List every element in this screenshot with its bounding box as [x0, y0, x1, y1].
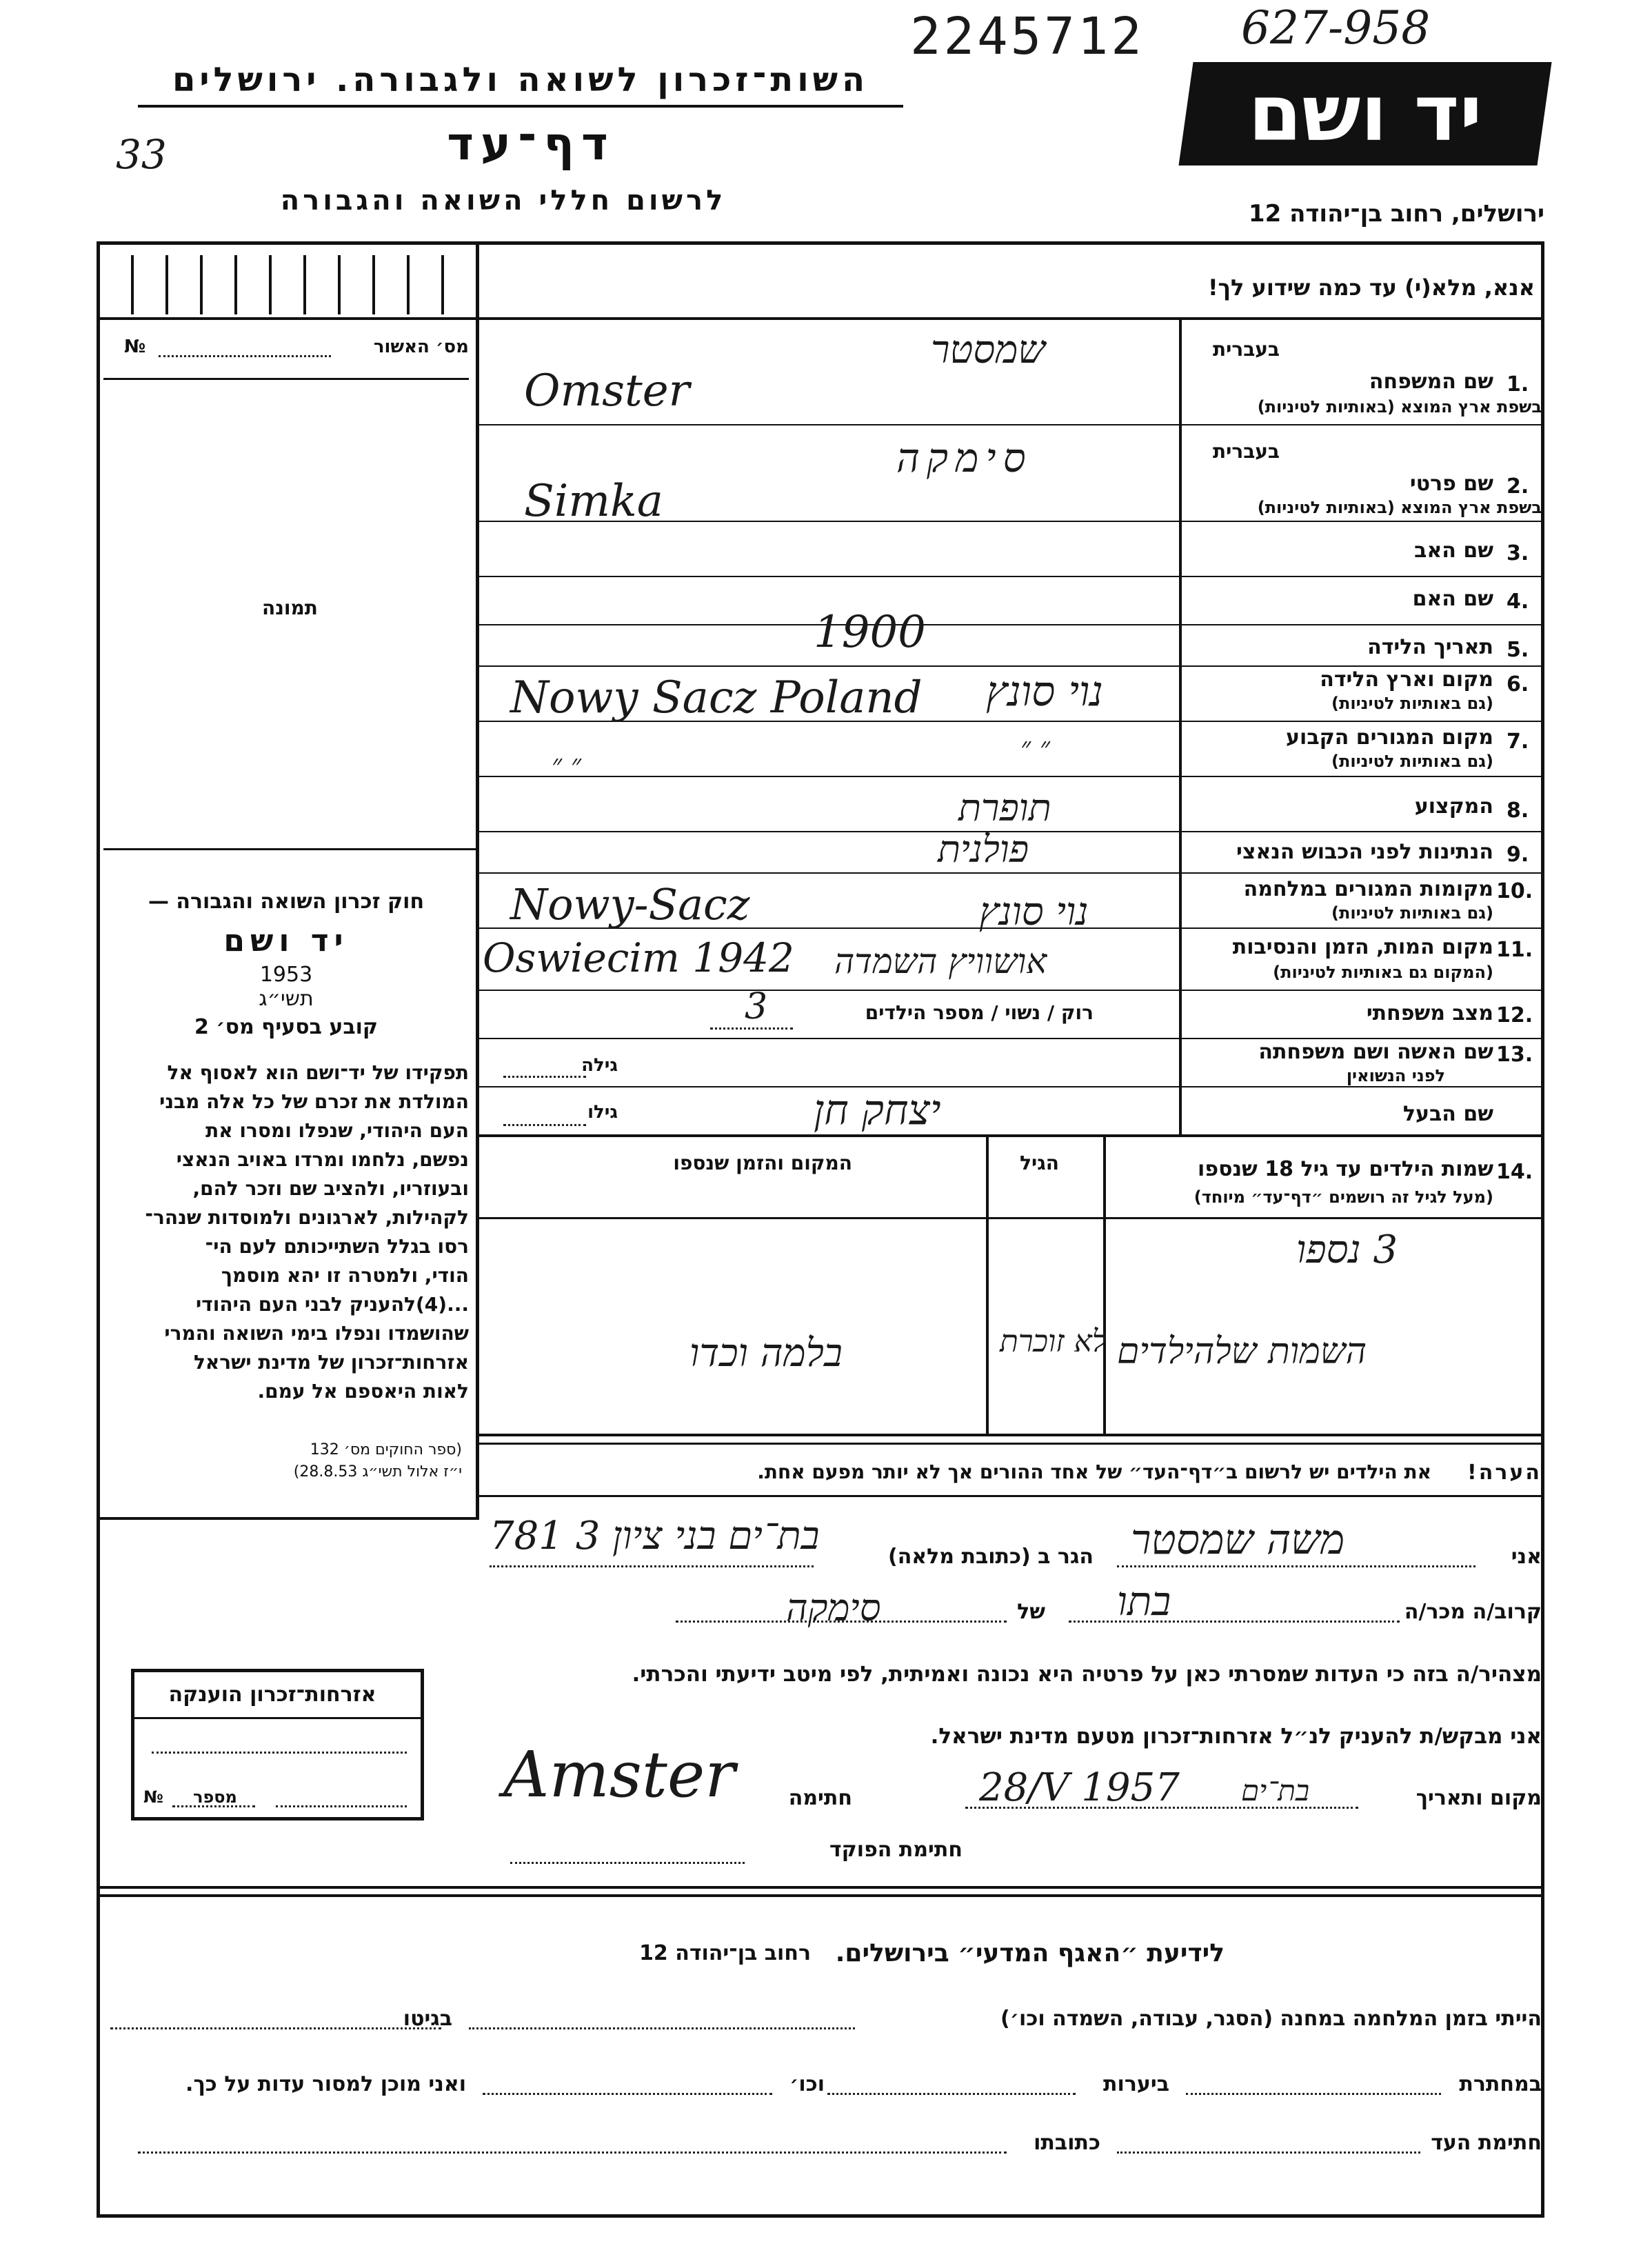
signature-label: חתימה [788, 1786, 852, 1810]
logo-text: יד ושם [1248, 69, 1482, 159]
address-label: הגר ב (כתובת מלאה) [887, 1545, 1094, 1569]
fields-bottom-rule [479, 1134, 1544, 1137]
profession-value[interactable]: תופרת [958, 786, 1051, 830]
law-line: אזרחות־זכרון של מדינת ישראל [193, 1351, 469, 1374]
field-number: 4. [1507, 590, 1529, 614]
children-names-note[interactable]: השמות שלהילדים [1117, 1331, 1367, 1372]
separator-bottom [97, 1894, 1544, 1897]
children-count-value[interactable]: 3 [745, 986, 768, 1027]
law-line: ובעוזריו, ולהציב שם וזכר להם, [192, 1177, 469, 1200]
law-name: יד ושם [223, 923, 349, 959]
law-line: רסו בגלל השתייכותם לעם הי־ [205, 1235, 469, 1258]
officer-signature-field[interactable] [510, 1862, 745, 1864]
tick-row [131, 255, 476, 314]
witness-signature-label: חתימת העד [1431, 2131, 1542, 2155]
officer-signature-label: חתימת הפוקד [829, 1838, 963, 1862]
surname-label: שם המשפחה [1369, 370, 1493, 394]
citizenship-request: אני מבקש/ת להעניק לנ״ל אזרחות־זכרון מטעם מדינת ישראל. [930, 1724, 1542, 1749]
field-number: 7. [1507, 730, 1529, 754]
note-top-rule [479, 1443, 1544, 1445]
approval-number-field[interactable] [159, 355, 331, 357]
law-line: תפקידו של יד־ושם הוא לאסוף אל [167, 1061, 469, 1084]
relation-value[interactable]: בתו [1117, 1578, 1171, 1625]
wartime-residence-sublabel: (גם באותיות לטיניות) [1331, 903, 1493, 923]
field-number: 12. [1496, 1003, 1533, 1027]
place-value[interactable]: בת־ים [1241, 1774, 1310, 1807]
forests-field[interactable] [827, 2093, 1076, 2095]
profession-label: המקצוע [1414, 794, 1493, 819]
witness-address-label: כתובתו [1034, 2131, 1100, 2155]
death-place-value[interactable]: Oswiecim 1942 [483, 934, 794, 981]
form-title: דף־עד [447, 117, 615, 170]
law-title: חוק זכרון השואה והגבורה — [148, 890, 425, 914]
children-names-value[interactable]: 3 נספו [1296, 1227, 1398, 1272]
row-rule [479, 665, 1544, 667]
husband-age-label: גילו [587, 1102, 618, 1123]
law-year: 1953 [259, 963, 313, 987]
underground-label: במחתרת [1459, 2072, 1542, 2096]
husband-age-field[interactable] [503, 1124, 586, 1126]
field-number: 3. [1507, 541, 1529, 565]
label-column-divider [1179, 317, 1182, 1134]
camp-label: הייתי בזמן המלחמה במחנה (הסגר, עבודה, השמדה וכו׳) [1000, 2007, 1542, 2031]
witness-address-field[interactable] [138, 2151, 1007, 2154]
row-rule [479, 624, 1544, 625]
note-text: את הילדים יש לרשום ב״דף־העד״ של אחד ההורים אך לא יותר מפעם אחת. [757, 1461, 1431, 1483]
underground-field[interactable] [1186, 2093, 1441, 2095]
age-col-divider [986, 1137, 989, 1434]
surname-hebrew-tag: בעברית [1212, 338, 1280, 361]
father-name-label: שם האב [1414, 539, 1493, 563]
declarant-name-field[interactable] [1117, 1565, 1475, 1567]
witness-signature-field[interactable] [1117, 2151, 1420, 2154]
etc-label: וכו׳ [789, 2072, 825, 2096]
birth-place-hebrew-value[interactable]: נוי סונץ [986, 668, 1103, 716]
declarant-signature[interactable]: Amster [503, 1738, 736, 1812]
law-line: ...(4)להעניק לבני העם היהודי [196, 1293, 469, 1316]
separator-top [97, 1886, 1544, 1889]
given-name-label: שם פרטי [1409, 472, 1493, 496]
citizenship-field[interactable] [152, 1752, 407, 1754]
field-number: 9. [1507, 843, 1529, 867]
address-value[interactable]: בת־ים בני ציון 3 781 [490, 1514, 820, 1558]
camp-field[interactable] [469, 2027, 855, 2029]
wartime-residence-label: מקומות המגורים במלחמה [1243, 877, 1493, 901]
wife-name-sublabel: לפני הנשואין [1346, 1066, 1445, 1085]
husband-name-value[interactable]: יצחק חן [814, 1086, 941, 1134]
given-name-latin-value[interactable]: Simka [524, 476, 663, 527]
children-place-column: המקום והזמן שנספו [673, 1152, 852, 1174]
row-rule [479, 990, 1544, 991]
law-bottom-rule [97, 1517, 479, 1520]
declaration-statement: מצהיר/ה בזה כי העדות שמסרתי כאן על פרטיה היא נכונה ואמיתית, לפי מיטב ידיעתי והכרתי. [632, 1662, 1542, 1687]
field-number: 14. [1496, 1160, 1533, 1184]
birth-place-value[interactable]: Nowy Sacz Poland [510, 672, 923, 723]
approval-number-label: מס׳ האשור [373, 337, 469, 357]
wife-name-label: שם האשה ושם משפחתה [1258, 1040, 1493, 1064]
citizenship-rule [134, 1717, 421, 1719]
row-rule [479, 776, 1544, 777]
residence-label: מקום המגורים הקבוע [1286, 725, 1493, 750]
given-name-hebrew-value[interactable]: סימקה [896, 434, 1033, 481]
surname-sublabel: בשפת ארץ המוצא (באותיות לטיניות) [1257, 397, 1542, 417]
death-place-sublabel: (המקום גם באותיות לטיניות) [1273, 963, 1493, 982]
of-value[interactable]: סימקה [786, 1586, 881, 1629]
declarant-label: אני [1511, 1545, 1542, 1569]
given-name-sublabel: בשפת ארץ המוצא (באותיות לטיניות) [1257, 498, 1542, 517]
footer-address: רחוב בן־יהודה 12 [639, 1941, 811, 1965]
field-number: 10. [1496, 879, 1533, 903]
declarant-name-value[interactable]: משה שמסטר [1131, 1516, 1345, 1564]
residence-sublabel: (גם באותיות לטיניות) [1331, 752, 1493, 771]
death-circumstances-value[interactable]: אושוויץ השמדה [834, 941, 1047, 981]
mother-name-label: שם האם [1412, 587, 1493, 611]
law-top-rule [103, 848, 476, 850]
note-title: הערה! [1467, 1461, 1542, 1485]
children-sublabel: (מעל לגיל זה רושמים ״דף־עד״ מיוחד) [1193, 1187, 1493, 1207]
children-header-rule [479, 1217, 1544, 1219]
testimony-willing: ואני מוכן למסור עדות על כך. [185, 2072, 466, 2096]
birth-place-label: מקום וארץ הלידה [1320, 668, 1493, 692]
wife-age-field[interactable] [503, 1076, 586, 1078]
etc-field[interactable] [483, 2093, 772, 2095]
side-divider [476, 241, 479, 1517]
husband-name-label: שם הבעל [1402, 1102, 1493, 1126]
forests-label: ביערות [1103, 2072, 1169, 2096]
field-number: 11. [1496, 938, 1533, 962]
approval-rule [103, 378, 469, 380]
photo-label: תמונה [262, 596, 318, 619]
law-line: לאות היאספם אל עמם. [257, 1380, 469, 1403]
citizenship-extra-field[interactable] [276, 1805, 407, 1807]
field-number: 13. [1496, 1043, 1533, 1067]
children-count-line [710, 1027, 793, 1030]
law-line: העם היהודי, שנפלו ומסרו את [205, 1119, 469, 1142]
field-number: 6. [1507, 672, 1529, 696]
law-line: הודי, ולמטרה זו יהא מוסמך [221, 1264, 469, 1287]
law-reference-1: (ספר החוקים מס׳ 132 [310, 1441, 462, 1458]
law-line: לקהילות, לארגונים ולמוסדות שנהר־ [145, 1206, 469, 1229]
yad-vashem-logo [1178, 62, 1551, 165]
surname-hebrew-value[interactable]: שמסטר [931, 328, 1046, 372]
given-name-hebrew-tag: בעברית [1212, 440, 1280, 463]
side-top-rule [97, 317, 479, 320]
children-label: שמות הילדים עד גיל 18 שנספו [1198, 1157, 1493, 1181]
wife-age-label: גילה [581, 1055, 618, 1076]
address: ירושלים, רחוב בן־יהודה 12 [1248, 200, 1544, 228]
field-number: 8. [1507, 799, 1529, 823]
note-bottom-rule [479, 1495, 1544, 1497]
residence-hebrew-value[interactable]: ״ ״ [1020, 732, 1051, 763]
place-date-label: מקום ותאריך [1416, 1786, 1542, 1810]
nationality-label: הנתינות לפני הכבוש הנאצי [1236, 840, 1493, 864]
ghetto-label: בגיטו [403, 2007, 452, 2031]
relation-label: קרוב/ה מכר/ה [1404, 1600, 1542, 1624]
children-bottom-rule [479, 1434, 1544, 1436]
row-rule [479, 424, 1544, 425]
form-subtitle: לרשום חללי השואה והגבורה [280, 185, 727, 217]
address-field[interactable] [490, 1565, 814, 1567]
birth-place-sublabel: (גם באותיות לטיניות) [1331, 694, 1493, 713]
row-rule [479, 576, 1544, 577]
wartime-residence-value[interactable]: Nowy-Sacz [510, 879, 750, 930]
citizenship-no-symbol: № [143, 1787, 163, 1807]
institution-name: השות־זכרון לשואה ולגבורה. ירושלים [172, 61, 869, 99]
death-place-label: מקום המות, הזמן והנסיבות [1232, 935, 1493, 959]
page-number: 33 [116, 131, 167, 178]
institution-underline [138, 105, 903, 108]
residence-value[interactable]: ״ ״ [552, 749, 582, 781]
row-rule [479, 1086, 1544, 1087]
approval-no-symbol: № [124, 337, 146, 357]
footer-title: לידיעת ״האגף המדעי״ בירושלים. [835, 1939, 1225, 1967]
children-col-divider [1103, 1137, 1106, 1434]
nationality-value[interactable]: פולנית [938, 827, 1029, 871]
law-line: שהושמדו ונפלו בימי השואה והמרי [164, 1322, 469, 1345]
children-age-value[interactable]: לא זוכרת [1000, 1324, 1107, 1359]
law-clause: קובע בסעיף מס׳ 2 [194, 1015, 379, 1039]
children-place-value[interactable]: בלמה וכדו [689, 1331, 843, 1376]
citizenship-number-label: מספר [193, 1787, 237, 1807]
marital-status-label: מצב משפחתי [1366, 1001, 1493, 1025]
law-hebrew-year: תשי״ג [259, 987, 314, 1011]
law-line: המולדת את זכרם של כל אלה מבני [159, 1090, 469, 1113]
citizenship-label: אזרחות־זכרון הוענקה [168, 1683, 376, 1707]
law-line: נפשם, נלחמו ומרדו באויב הנאצי [176, 1148, 469, 1171]
reference-number: 627-958 [1241, 1, 1431, 54]
field-number: 2. [1507, 474, 1529, 499]
law-reference-2: י״ז אלול תשי״ג 28.8.53) [293, 1463, 462, 1481]
field-number: 5. [1507, 638, 1529, 662]
row-rule [479, 872, 1544, 874]
ghetto-field[interactable] [110, 2027, 441, 2029]
birth-date-label: תאריך הלידה [1367, 635, 1493, 659]
intro-rule [479, 317, 1544, 320]
intro-instruction: אנא, מלא(י) עד כמה שידוע לך! [1207, 274, 1535, 301]
children-age-column: הגיל [1020, 1152, 1059, 1174]
date-value[interactable]: 28/V 1957 [979, 1765, 1180, 1810]
row-rule [479, 1038, 1544, 1039]
law-block [103, 890, 469, 1039]
surname-latin-value[interactable]: Omster [524, 365, 690, 417]
field-number: 1. [1507, 372, 1529, 397]
law-paragraph [103, 1059, 469, 1406]
wartime-residence-hebrew-value[interactable]: נוי סונץ [979, 890, 1089, 934]
of-label: של [1017, 1600, 1045, 1624]
marital-status-options: רוק / נשוי / מספר הילדים [865, 1001, 1094, 1024]
birth-date-value[interactable]: 1900 [814, 607, 926, 658]
stamp-number: 2245712 [910, 7, 1145, 66]
